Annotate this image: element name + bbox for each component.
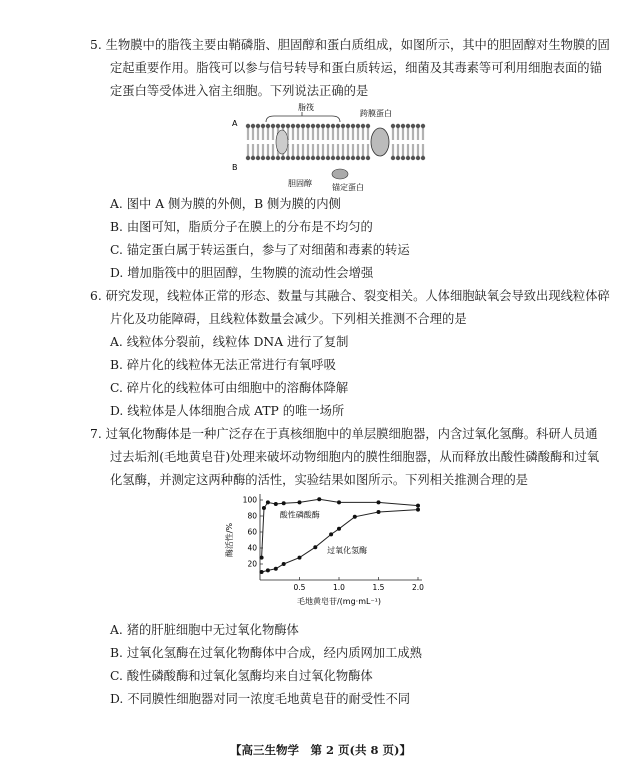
q7-option-a: A. 猪的肝脏细胞中无过氧化物酶体 — [110, 623, 299, 637]
q7-stem-line-2: 过去垢剂(毛地黄皂苷)处理来破坏动物细胞内的膜性细胞器，从而释放出酸性磷酸酶和过氧 — [110, 450, 600, 464]
data-point — [317, 497, 321, 501]
data-point — [298, 500, 302, 504]
q7-option-b: B. 过氧化氢酶在过氧化物酶体中合成，经内质网加工成熟 — [110, 646, 422, 660]
q5-stem-line-3: 定蛋白等受体进入宿主细胞。下列说法正确的是 — [110, 84, 369, 98]
x-tick-label: 1.0 — [333, 583, 345, 592]
transmembrane-protein — [371, 128, 389, 156]
data-point — [416, 508, 420, 512]
page-footer: 【高三生物学 第 2 页(共 8 页)】 — [230, 743, 411, 757]
transmembrane-protein-label: 跨膜蛋白 — [360, 109, 392, 118]
bilayer — [246, 124, 425, 160]
cholesterol-label: 胆固醇 — [288, 179, 312, 188]
data-point — [282, 501, 286, 505]
data-point — [416, 504, 420, 508]
y-tick-label: 40 — [247, 543, 257, 553]
data-point — [260, 570, 264, 574]
x-tick-label: 2.0 — [412, 583, 424, 592]
q5-option-d: D. 增加脂筏中的胆固醇，生物膜的流动性会增强 — [110, 266, 374, 280]
q6-option-b: B. 碎片化的线粒体无法正常进行有氧呼吸 — [110, 358, 336, 372]
x-tick-label: 1.5 — [372, 583, 385, 592]
y-axis-label: 酶活性/% — [225, 522, 234, 558]
data-point — [353, 515, 357, 519]
anchor-protein-label: 锚定蛋白 — [332, 183, 364, 192]
q5-stem-line-2: 定起重要作用。脂筏可以参与信号转导和蛋白质转运，细菌及其毒素等可利用细胞表面的锚 — [110, 61, 602, 75]
x-axis-label: 毛地黄皂苷/(mg·mL⁻¹) — [296, 597, 382, 606]
q5-option-a: A. 图中 A 侧为膜的外侧，B 侧为膜的内侧 — [110, 197, 341, 211]
data-point — [298, 556, 302, 560]
q7-stem-line-1: 7. 过氧化物酶体是一种广泛存在于真核细胞中的单层膜细胞器，内含过氧化氢酶。科研人员通 — [90, 427, 598, 441]
data-point — [282, 562, 286, 566]
data-point — [337, 527, 341, 531]
y-tick-label: 80 — [247, 511, 257, 521]
q6-stem-line-1: 6. 研究发现，线粒体正常的形态、数量与其融合、裂变相关。人体细胞缺氧会导致出现线粒体碎 — [90, 289, 610, 303]
side-a-label: A — [232, 119, 238, 128]
q7-option-d: D. 不同膜性细胞器对同一浓度毛地黄皂苷的耐受性不同 — [110, 692, 411, 706]
data-point — [337, 500, 341, 504]
data-point — [266, 568, 270, 572]
q6-option-c: C. 碎片化的线粒体可由细胞中的溶酶体降解 — [110, 381, 349, 395]
data-point — [313, 545, 317, 549]
data-point — [274, 502, 278, 506]
y-tick-label: 20 — [247, 559, 257, 569]
q5-option-b: B. 由图可知，脂质分子在膜上的分布是不均匀的 — [110, 220, 373, 234]
q6-option-a: A. 线粒体分裂前，线粒体 DNA 进行了复制 — [110, 335, 349, 349]
data-point — [266, 500, 270, 504]
q7-stem-line-3: 化氢酶，并测定这两种酶的活性，实验结果如图所示。下列相关推测合理的是 — [110, 473, 529, 487]
x-tick-label: 0.5 — [293, 583, 306, 592]
y-tick-label: 100 — [242, 495, 257, 505]
data-point — [260, 556, 264, 560]
series-label-2: 过氧化氢酶 — [327, 545, 368, 555]
membrane-figure — [228, 100, 428, 192]
side-b-label: B — [232, 163, 238, 172]
series-label-1: 酸性磷酸酶 — [279, 510, 320, 520]
data-point — [262, 506, 266, 510]
data-point — [377, 510, 381, 514]
q5-stem-line-1: 5. 生物膜中的脂筏主要由鞘磷脂、胆固醇和蛋白质组成，如图所示，其中的胆固醇对生物膜的固 — [90, 38, 610, 52]
q6-stem-line-2: 片化及功能障碍，且线粒体数量会减少。下列相关推测不合理的是 — [110, 312, 467, 326]
data-point — [274, 567, 278, 571]
data-point — [377, 500, 381, 504]
enzyme-activity-chart — [218, 488, 438, 618]
q6-option-d: D. 线粒体是人体细胞合成 ATP 的唯一场所 — [110, 404, 345, 418]
q5-option-c: C. 锚定蛋白属于转运蛋白，参与了对细菌和毒素的转运 — [110, 243, 410, 257]
lipid-raft-label: 脂筏 — [298, 103, 314, 112]
anchor-protein — [332, 169, 348, 179]
data-point — [329, 532, 333, 536]
y-tick-label: 60 — [247, 527, 257, 537]
q7-option-c: C. 酸性磷酸酶和过氧化氢酶均来自过氧化物酶体 — [110, 669, 373, 683]
